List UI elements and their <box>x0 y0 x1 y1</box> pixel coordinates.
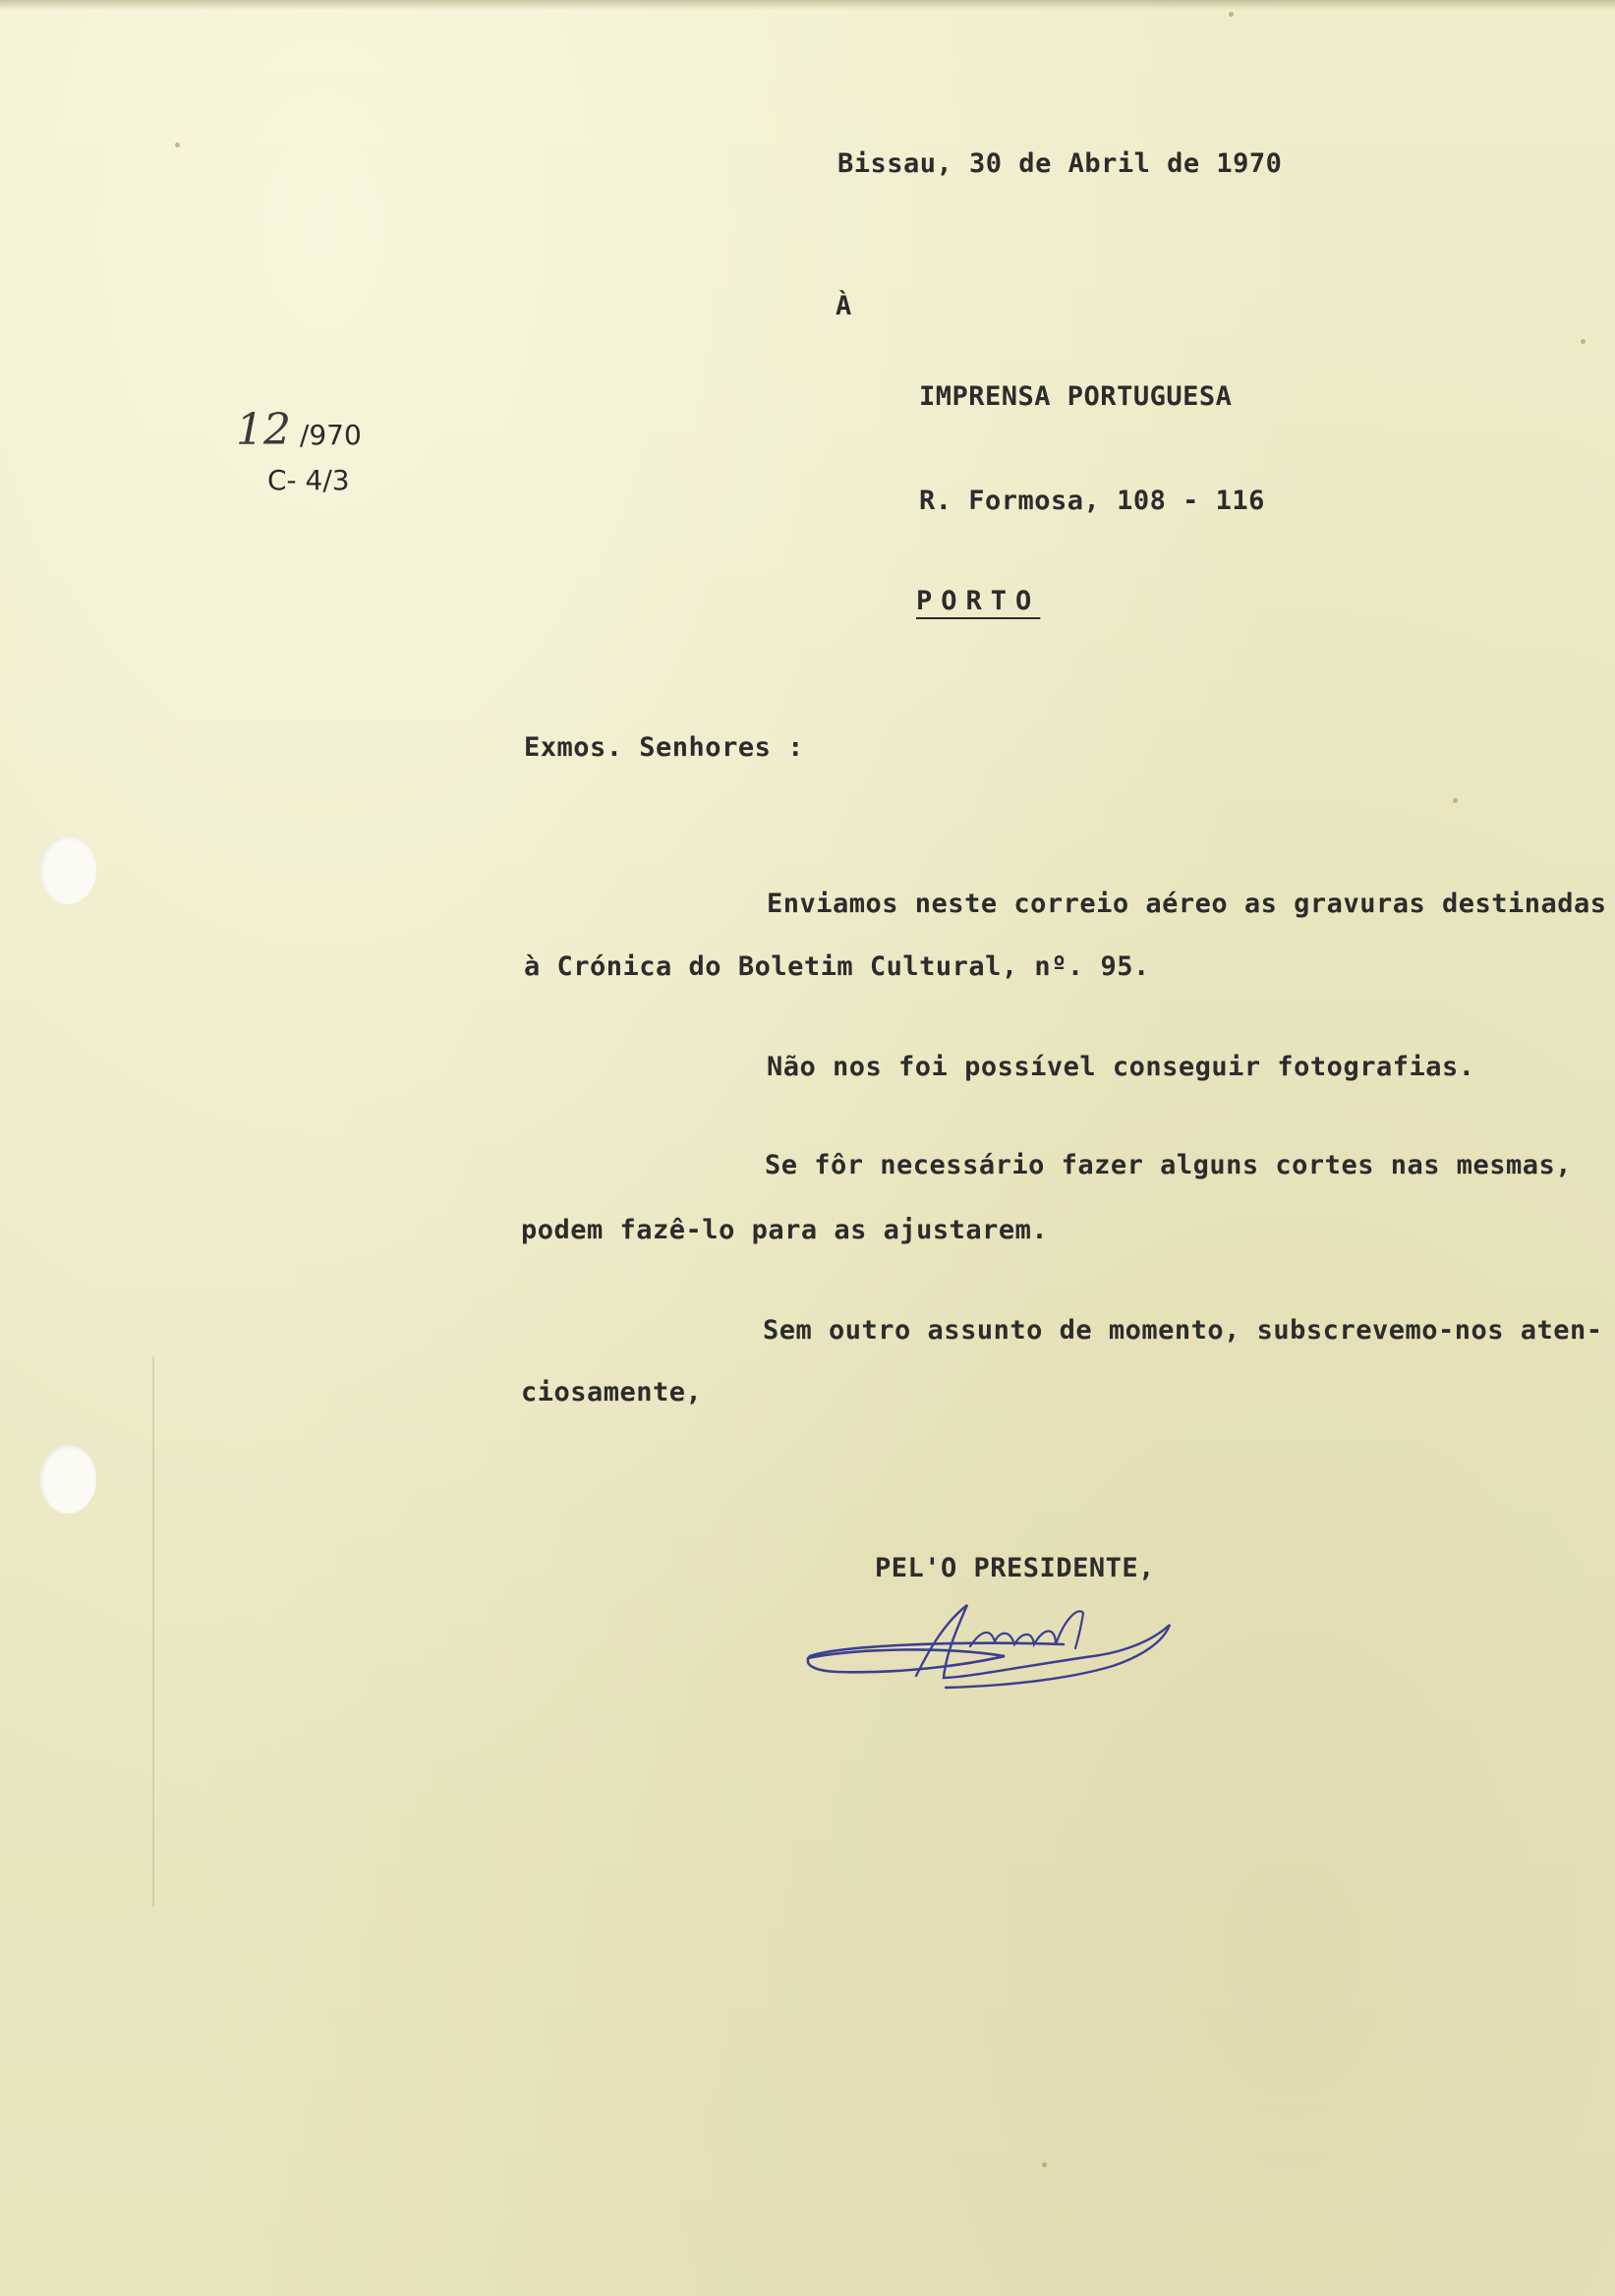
signature <box>798 1587 1182 1695</box>
body-line-2: à Crónica do Boletim Cultural, nº. 95. <box>524 951 1150 982</box>
salutation: Exmos. Senhores : <box>524 732 804 763</box>
paper-speck <box>1453 798 1458 803</box>
body-line-7: ciosamente, <box>521 1377 703 1407</box>
body-line-5: podem fazê-lo para as ajustarem. <box>521 1215 1049 1245</box>
handwritten-reference-number: 12 <box>236 405 291 455</box>
paper-speck <box>1042 2162 1047 2167</box>
punch-hole-bottom <box>39 1445 96 1514</box>
closing: PEL'O PRESIDENTE, <box>875 1553 1155 1583</box>
paper-speck <box>1581 339 1586 344</box>
file-code: C- 4/3 <box>267 464 350 496</box>
recipient-name: IMPRENSA PORTUGUESA <box>919 381 1233 412</box>
paper-speck <box>175 143 180 147</box>
recipient-address: R. Formosa, 108 - 116 <box>919 486 1265 516</box>
reference-number <box>236 405 362 455</box>
paper-speck <box>1229 12 1234 17</box>
reference-year: /970 <box>299 419 362 451</box>
body-line-3: Não nos foi possível conseguir fotografias. <box>767 1052 1475 1082</box>
body-line-4: Se fôr necessário fazer alguns cortes nas mesmas, <box>765 1150 1573 1180</box>
to-marker: À <box>836 291 852 321</box>
body-line-1: Enviamos neste correio aéreo as gravuras destinadas <box>767 889 1607 919</box>
paper-top-edge <box>0 0 1615 10</box>
paper-crease <box>152 1356 154 1907</box>
recipient-city: PORTO <box>916 586 1041 616</box>
date-line: Bissau, 30 de Abril de 1970 <box>837 148 1283 179</box>
body-line-6: Sem outro assunto de momento, subscrevemo-nos aten- <box>763 1315 1603 1346</box>
punch-hole-top <box>39 835 96 904</box>
